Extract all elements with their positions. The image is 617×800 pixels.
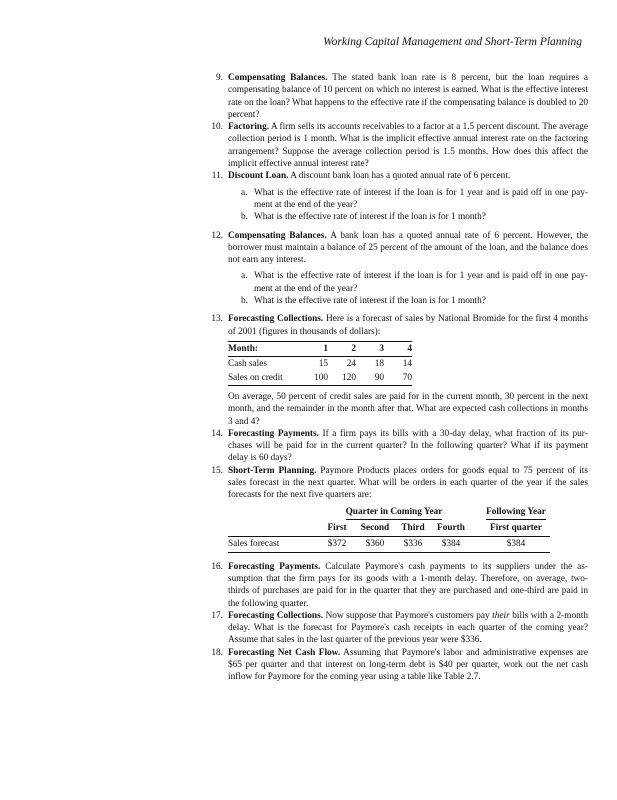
- problem-13: [206, 313, 588, 338]
- problem-text: If a firm pays its bills with a 30-day delay, what fraction of its purchases will be paid for in the current quarter? In the following quarter? What if its payment delay is 60 days?: [228, 428, 588, 464]
- table-cell: 14: [402, 358, 412, 369]
- problem-list: [206, 72, 588, 684]
- table-header-cell: First quarter: [482, 521, 550, 537]
- problem-text: Now suppose that Paymore's customers pay: [325, 610, 490, 621]
- table-cell: $384: [432, 536, 470, 552]
- problem-title: Forecasting Collections.: [228, 314, 324, 325]
- table-cell: $360: [356, 536, 394, 552]
- table-cell: 15: [318, 358, 328, 369]
- problem-title: Compensating Balances.: [228, 230, 327, 241]
- table-header-cell: 3: [356, 341, 384, 356]
- problem-text: The stated bank loan rate is 8 percent, but the loan requires a compensating balance of 10 percent on which no interest is earned. What is the effective interest rate on the loan? What happens to the effective rate if the compensating balance is doubled to 20 percent?: [228, 73, 589, 120]
- table-cell: Sales forecast: [228, 536, 318, 552]
- sales-forecast-table: [228, 341, 412, 386]
- part-b: [241, 211, 588, 223]
- problem-title: Forecasting Collections.: [228, 610, 324, 621]
- problem-10: [206, 121, 588, 170]
- problem-9: [206, 72, 588, 121]
- problem-12: [206, 230, 588, 267]
- table-group-header-row: [228, 506, 550, 521]
- table-cell: Cash sales: [228, 358, 267, 369]
- problem-number: 12.: [211, 230, 223, 241]
- part-text: What is the effective rate of interest if the loan is for 1 month?: [254, 296, 486, 307]
- part-a: [241, 187, 588, 212]
- table-header-cell: Second: [356, 521, 394, 537]
- problem-14: [206, 428, 588, 465]
- table-cell: $372: [318, 536, 356, 552]
- problem-text: Paymore Products places orders for goods equal to 75 percent of its sales forecast in the next quarter. What will be orders in each quarter of the year if the sales forecasts for the next five quarters are:: [228, 465, 588, 501]
- table-group-header: Quarter in Coming Year: [318, 506, 470, 521]
- problem-11: [206, 170, 588, 182]
- part-text: What is the effective rate of interest if the loan is for 1 month?: [254, 212, 486, 223]
- table-cell: 120: [328, 371, 356, 386]
- table-cell: 70: [384, 371, 412, 386]
- table-header-row: [228, 521, 550, 537]
- problem-12-parts: [206, 270, 588, 307]
- problem-title: Compensating Balances.: [228, 73, 328, 83]
- problem-text: A firm sells its accounts receivables to a factor at a 1.5 percent discount. The average collection period is 1 month. What is the implicit effective annual interest rate on the factoring arrangement? Suppose the average collection period is 1.5 months. How does this affect the implicit effective annual interest rate?: [228, 122, 589, 170]
- problem-15: [206, 465, 588, 502]
- part-text: What is the effective rate of interest if the loan is for 1 year and is paid off in one payment at the end of the year?: [254, 187, 588, 210]
- problem-11-parts: [206, 187, 588, 224]
- quarterly-sales-table: [228, 506, 550, 553]
- problem-number: 9.: [216, 73, 223, 83]
- part-label: b.: [241, 212, 248, 223]
- problem-title: Forecasting Payments.: [228, 428, 319, 439]
- part-b: [241, 295, 588, 307]
- table-group-header: Following Year: [482, 506, 550, 521]
- table-cell: 100: [300, 371, 328, 386]
- table-header-cell: 4: [384, 341, 412, 356]
- problem-text: Here is a forecast of sales by National Bromide for the first 4 months of 2001 (figures in thousands of dollars):: [228, 314, 589, 337]
- problem-number: 16.: [211, 561, 223, 572]
- table-header-cell: Third: [394, 521, 432, 537]
- problem-number: 17.: [211, 610, 223, 621]
- problem-title: Short-Term Planning.: [228, 465, 317, 476]
- problem-text: A bank loan has a quoted annual rate of 6 percent. However, the borrower must maintain a balance of 25 percent of the amount of the loan, and the balance does not earn any interest.: [228, 230, 588, 266]
- part-label: a.: [241, 271, 248, 282]
- part-label: b.: [241, 296, 248, 307]
- table-row: [228, 371, 412, 386]
- problem-number: 13.: [211, 314, 223, 325]
- problem-number: 15.: [211, 465, 223, 476]
- table-row: [228, 356, 412, 371]
- problem-number: 14.: [211, 428, 223, 439]
- problem-13-followup: On average, 50 percent of credit sales are paid for in the current month, 30 percent in the next month, and the remainder in the month after that. What are expected cash collections in months 3 and 4?: [228, 391, 588, 427]
- part-text: What is the effective rate of interest if the loan is for 1 year and is paid off in one payment at the end of the year?: [254, 271, 588, 294]
- problem-number: 18.: [211, 647, 223, 658]
- table-row: [228, 536, 550, 552]
- problem-number: 10.: [211, 122, 223, 133]
- table-cell: $384: [482, 536, 550, 552]
- table-cell: Sales on credit: [228, 371, 300, 386]
- problem-number: 11.: [211, 171, 223, 182]
- problem-17: [206, 610, 588, 647]
- problem-title: Forecasting Net Cash Flow.: [228, 647, 341, 658]
- problem-title: Discount Loan.: [228, 171, 289, 182]
- problem-text: Calculate Paymore's cash payments to its suppliers under the assumption that the firm pays for its goods with a 1-month delay. Therefore, on average, two-thirds of purchases are paid for in the quarter that they are purchased and one-third are paid in the following quarter.: [228, 561, 588, 609]
- problem-16: [206, 561, 588, 610]
- problem-text-emphasis: their: [492, 610, 510, 621]
- table-header-cell: 2: [328, 341, 356, 356]
- running-header: Working Capital Management and Short-Term Planning: [323, 36, 582, 48]
- table-cell: $336: [394, 536, 432, 552]
- table-header-cell: First: [318, 521, 356, 537]
- part-a: [241, 270, 588, 295]
- part-label: a.: [241, 187, 248, 198]
- table-cell: 18: [374, 358, 384, 369]
- problem-title: Forecasting Payments.: [228, 561, 321, 572]
- problem-text: bills with a 2-month delay. What is the forecast for Paymore's cash receipts in each quarter of the coming year? Assume that sales in the last quarter of the previous year were $336.: [228, 610, 588, 646]
- problem-text: Assuming that Paymore's labor and administrative expenses are $65 per quarter and that interest on long-term debt is $40 per quarter, work out the net cash inflow for Paymore for the coming year using a table like Table 2.7.: [228, 647, 588, 683]
- table-header-cell: Fourth: [432, 521, 470, 537]
- table-header-cell: Month:: [228, 341, 300, 356]
- table-cell: 90: [356, 371, 384, 386]
- problem-title: Factoring.: [228, 122, 270, 133]
- table-header-row: [228, 341, 412, 356]
- table-header-cell: 1: [300, 341, 328, 356]
- table-cell: 24: [346, 358, 356, 369]
- problem-18: [206, 647, 588, 684]
- problem-text: A discount bank loan has a quoted annual rate of 6 percent.: [290, 171, 511, 182]
